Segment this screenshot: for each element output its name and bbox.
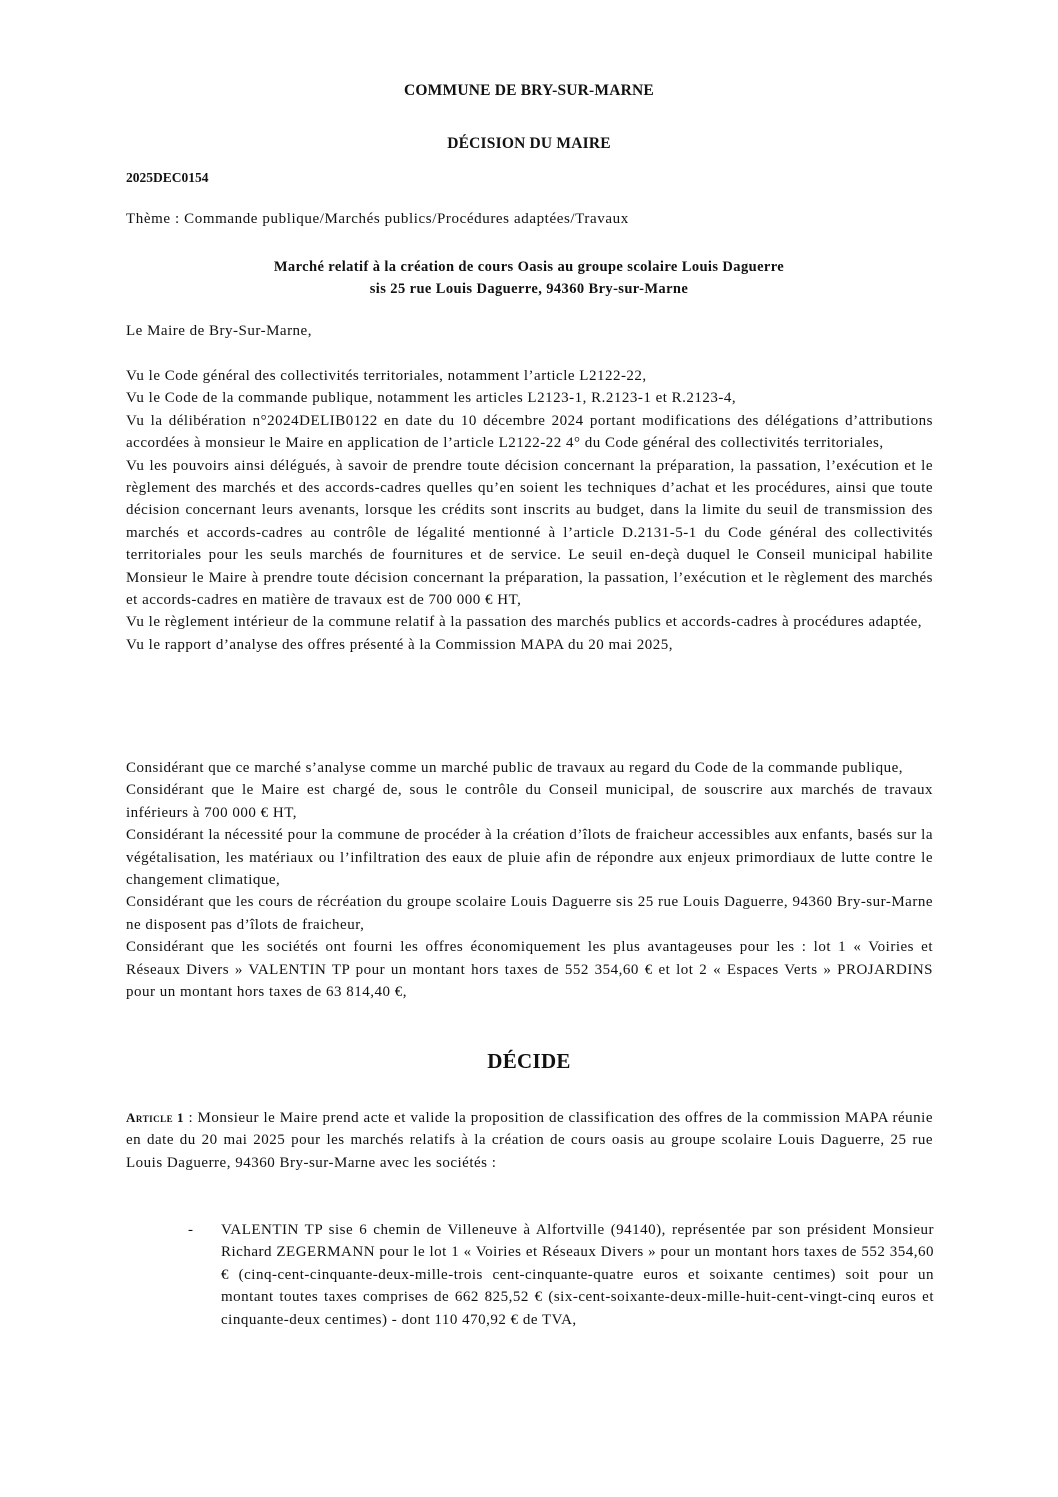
vu-item: Vu le rapport d’analyse des offres présenté à la Commission MAPA du 20 mai 2025, <box>126 636 673 653</box>
considerant-item: Considérant la nécessité pour la commune de procéder à la création d’îlots de fraicheur accessibles aux enfants, basés sur la végétalisation, les matériaux ou l’infiltration des eaux de pluie afin de répondre aux enjeux primordiaux de lutte contre le changement climatique, <box>126 827 933 889</box>
vu-item: Vu le règlement intérieur de la commune relatif à la passation des marchés publics et accords-cadres à procédures adaptée, <box>126 614 923 631</box>
theme-line: Thème : Commande publique/Marchés publics/Procédures adaptées/Travaux <box>126 211 629 227</box>
decision-reference: 2025DEC0154 <box>126 170 209 185</box>
vu-item: Vu le Code général des collectivités territoriales, notamment l’article L2122-22, <box>126 368 647 384</box>
article-1 <box>126 1107 933 1174</box>
subject-block <box>0 256 1058 300</box>
bullet-text: VALENTIN TP sise 6 chemin de Villeneuve à Alfortville (94140), représentée par son président Monsieur Richard ZEGERMANN pour le lot 1 « Voiries et Réseaux Divers » pour un montant hors taxes de 552 354,60 € (cinq-cent-cinquante-deux-mille-trois cent-cinquante-quatre euros et soixante centimes) soit pour un montant toutes taxes comprises de 662 825,52 € (six-cent-soixante-deux-mille-huit-cent-vingt-cinq euros et cinquante-deux centimes) - dont 110 470,92 € de TVA, <box>221 1222 934 1328</box>
subject-line-2: sis 25 rue Louis Daguerre, 94360 Bry-sur-Marne <box>369 281 689 297</box>
considerant-item: Considérant que le Maire est chargé de, sous le contrôle du Conseil municipal, de souscrire aux marchés de travaux inférieurs à 700 000 € HT, <box>126 782 933 821</box>
considerant-item: Considérant que ce marché s’analyse comme un marché public de travaux au regard du Code de la commande publique, <box>126 760 903 776</box>
commune-heading: COMMUNE DE BRY-SUR-MARNE <box>404 82 654 99</box>
salutation: Le Maire de Bry-Sur-Marne, <box>126 323 312 339</box>
list-item <box>188 1219 934 1331</box>
considerant-section <box>126 757 933 1003</box>
subject-line-1: Marché relatif à la création de cours Oasis au groupe scolaire Louis Daguerre <box>273 259 785 275</box>
decision-heading: DÉCISION DU MAIRE <box>447 135 611 152</box>
bullet-dash: - <box>188 1222 193 1238</box>
considerant-item: Considérant que les sociétés ont fourni les offres économiquement les plus avantageuses pour les : lot 1 « Voiries et Réseaux Divers » VALENTIN TP pour un montant hors taxes de 552 354,60 € et lot 2 « Espaces Verts » PROJARDINS pour un montant hors taxes de 63 814,40 €, <box>126 939 933 1001</box>
vu-section <box>126 365 933 656</box>
vu-item: Vu les pouvoirs ainsi délégués, à savoir de prendre toute décision concernant la préparation, la passation, l’exécution et le règlement des marchés et des accords-cadres quelles qu’en soient les techniques d’achat et les procédures, ainsi que toute décision concernant leurs avenants, lorsque les crédits sont inscrits au budget, dans la limite du seuil de transmission des marchés et accords-cadres au contrôle de légalité mentionné à l’article D.2131-5-1 du Code général des collectivités territoriales pour les seuls marchés de fournitures et de service. Le seuil en-deçà duquel le Conseil municipal habilite Monsieur le Maire à prendre toute décision concernant la préparation, la passation, l’exécution et le règlement des marchés et accords-cadres en matière de travaux est de 700 000 € HT, <box>126 457 933 609</box>
considerant-item: Considérant que les cours de récréation du groupe scolaire Louis Daguerre sis 25 rue Louis Daguerre, 94360 Bry-sur-Marne ne disposent pas d’îlots de fraicheur, <box>126 894 933 933</box>
article-1-text: : Monsieur le Maire prend acte et valide la proposition de classification des offres de la commission MAPA réunie en date du 20 mai 2025 pour les marchés relatifs à la création de cours oasis au groupe scolaire Louis Daguerre, 25 rue Louis Daguerre, 94360 Bry-sur-Marne avec les sociétés : <box>126 1110 933 1171</box>
decide-heading: DÉCIDE <box>487 1049 571 1073</box>
vu-item: Vu le Code de la commande publique, notamment les articles L2123-1, R.2123-1 et R.2123-4, <box>126 390 737 407</box>
article-1-label: Article 1 <box>126 1110 185 1125</box>
vu-item: Vu la délibération n°2024DELIB0122 en date du 10 décembre 2024 portant modifications des délégations d’attributions accordées à monsieur le Maire en application de l’article L2122-22 4° du Code général des collectivités territoriales, <box>126 412 933 452</box>
